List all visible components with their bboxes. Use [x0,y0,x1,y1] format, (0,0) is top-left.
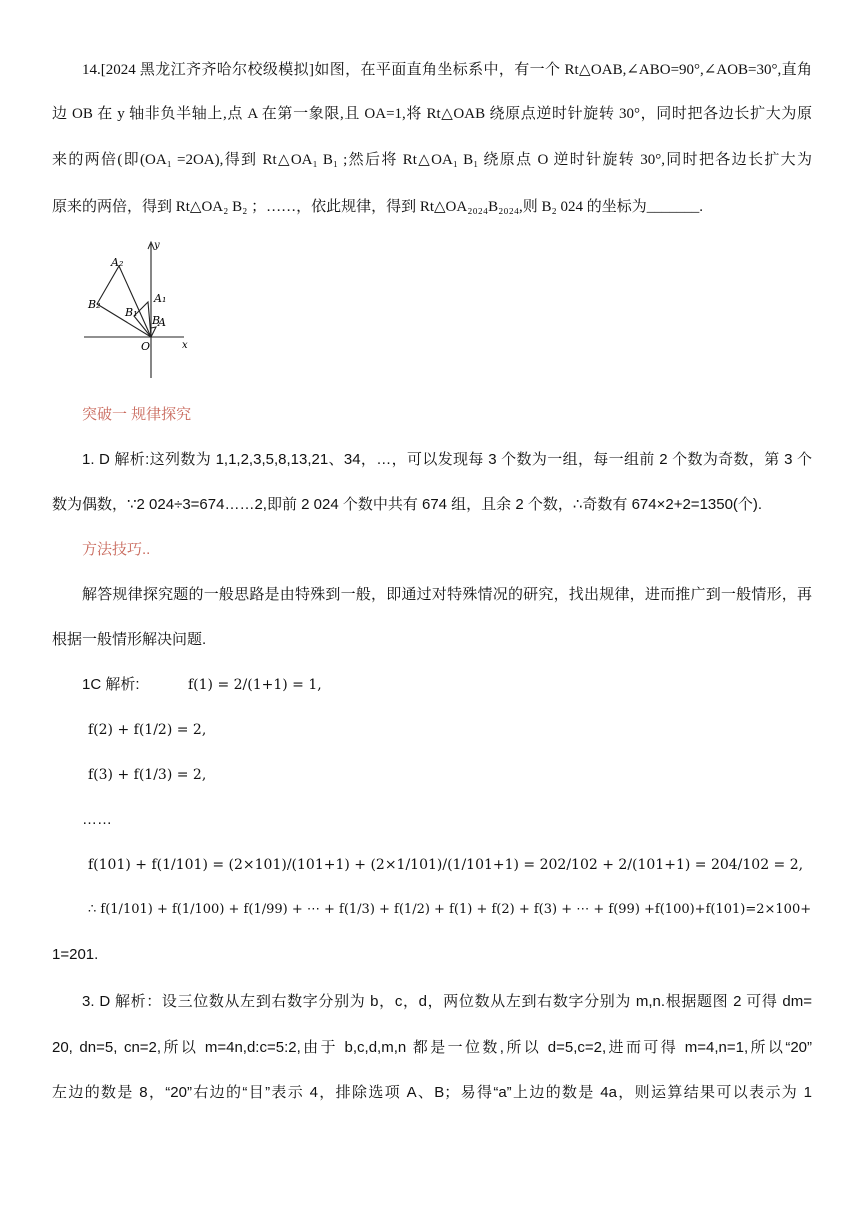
ellipsis: …… [82,811,112,828]
problem14-line4: 原来的两倍，得到 Rt△OA₂ B₂ ；……，依此规律，得到 Rt△OA₂₀₂₄B₂₀₂₄,则 B₂ 024 的坐标为_______. [52,199,704,215]
solution1-line2: 数为偶数，∵2 024÷3=674……2,即前 2 024 个数中共有 674 组，且余 2 个数，∴奇数有 674×2+2=1350(个). [52,496,763,513]
equation-1: f(1) = 2/(1+1) = 1, [188,677,322,693]
label-B1: B₁ [125,306,138,319]
equation-4: f(101) + f(1/101) = (2×101)/(101+1) + (2×1/101)/(1/101+1) = 202/102 + 2/(101+1) = 204/102 = 2, [88,857,804,873]
solution1-line1: 1. D 解析:这列数为 1,1,2,3,5,8,13,21、34，…，可以发现每 3 个数为一组，每一组前 2 个数为奇数，第 3 个 [82,451,812,468]
label-B: B [152,314,161,327]
rotation-figure [82,236,197,386]
problem14-line3: 来的两倍(即(OA₁ =2OA),得到 Rt△OA₁ B₁ ;然后将 Rt△OA₁ B₁ 绕原点 O 逆时针旋转 30°,同时把各边长扩大为 [52,152,812,168]
section-title: 突破一 规律探究 [82,406,192,423]
tips-title: 方法技巧.. [82,541,151,558]
solution3-line1: 3. D 解析：设三位数从左到右数字分别为 b，c，d，两位数从左到右数字分别为 m,n.根据题图 2 可得 dm= [82,993,812,1010]
triangle-OAB [151,327,156,337]
equation-6: 1=201. [52,946,99,963]
problem14-line1: 14.[2024 黑龙江齐齐哈尔校级模拟]如图，在平面直角坐标系中，有一个 Rt△OAB,∠ABO=90°,∠AOB=30°,直角 [82,62,812,78]
equation-2: f(2) + f(1/2) = 2, [88,722,207,738]
equation-3: f(3) + f(1/3) = 2, [88,767,207,783]
label-B2: B₂ [88,298,101,311]
label-O: O [141,340,151,353]
label-A2: A₂ [111,256,124,269]
solution1c-label: 1C 解析: [82,676,140,693]
label-x: x [182,340,188,351]
problem14-line2: 边 OB 在 y 轴非负半轴上,点 A 在第一象限,且 OA=1,将 Rt△OAB 绕原点逆时针旋转 30°，同时把各边长扩大为原 [52,106,812,122]
label-A1: A₁ [154,292,167,305]
label-y: y [154,240,160,251]
solution3-line2: 20, dn=5, cn=2,所以 m=4n,d:c=5:2,由于 b,c,d,m,n 都是一位数,所以 d=5,c=2,进而可得 m=4,n=1,所以“20” [52,1039,812,1056]
tips-line2: 根据一般情形解决问题. [52,631,207,648]
solution3-line3: 左边的数是 8，“20”右边的“目”表示 4，排除选项 A、B；易得“a”上边的数是 4a，则运算结果可以表示为 1 [52,1084,812,1101]
tips-line1: 解答规律探究题的一般思路是由特殊到一般，即通过对特殊情况的研究，找出规律，进而推广到一般情形，再 [82,586,812,603]
label-A: A [158,316,166,329]
equation-5: ∴ f(1/101) + f(1/100) + f(1/99) + ⋯ + f(1/3) + f(1/2) + f(1) + f(2) + f(3) + ⋯ + f(99) +f(100)+f(101)=2×100+ [88,902,812,917]
